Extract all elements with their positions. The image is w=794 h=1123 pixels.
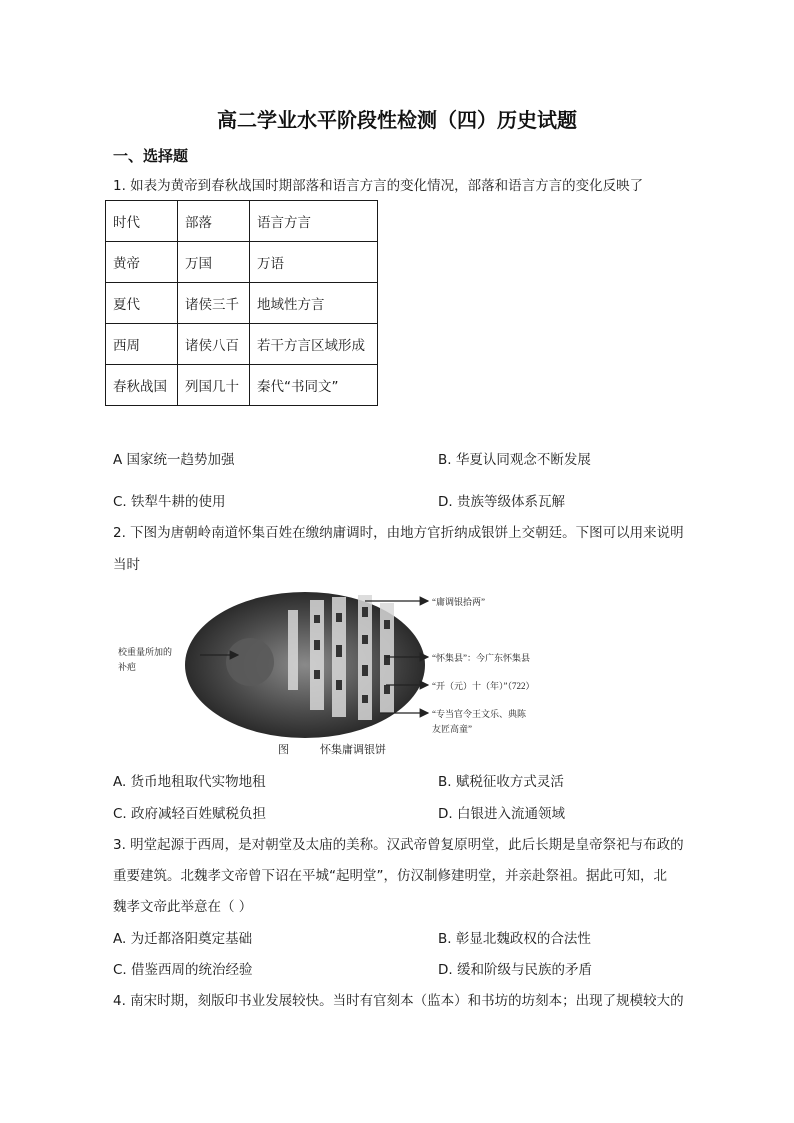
annotation-4b: 友匠高童” [432, 724, 472, 734]
silver-cake-figure [110, 585, 610, 765]
q1-option-b[interactable]: B. 华夏认同观念不断发展 [438, 452, 591, 468]
table-cell: 语言方言 [250, 201, 378, 242]
table-row [106, 324, 378, 365]
annotation-3: “开（元）十（年）”（722） [432, 681, 535, 691]
figure-caption: 怀集庸调银饼 [320, 744, 386, 756]
table-cell: 若干方言区域形成 [250, 324, 378, 365]
question-3-line-2: 重要建筑。北魏孝文帝曾下诏在平城“起明堂”，仿汉制修建明堂，并亲赴祭祖。据此可知，北 [113, 868, 667, 884]
table-cell: 部落 [178, 201, 250, 242]
question-2-stem-line-1: 2. 下图为唐朝岭南道怀集百姓在缴纳庸调时，由地方官折纳成银饼上交朝廷。下图可以用来说明 [113, 525, 684, 541]
table-cell: 万语 [250, 242, 378, 283]
table-row [106, 242, 378, 283]
silver-cake-illustration [110, 585, 610, 765]
left-note-2: 补疤 [118, 662, 137, 672]
figure-caption-label: 图 [278, 744, 289, 756]
q1-option-c[interactable]: C. 铁犁牛耕的使用 [113, 494, 226, 510]
left-note-1: 校重量所加的 [118, 647, 173, 657]
annotation-1: “庸调银拾两” [432, 597, 485, 607]
annotation-2: “怀集县”：今广东怀集县 [432, 653, 530, 663]
question-1-stem: 1. 如表为黄帝到春秋战国时期部落和语言方言的变化情况，部落和语言方言的变化反映了 [113, 178, 644, 194]
q3-option-d[interactable]: D. 缓和阶级与民族的矛盾 [438, 962, 592, 978]
weight-patch [226, 638, 274, 686]
table-cell: 列国几十 [178, 365, 250, 406]
q2-option-c[interactable]: C. 政府减轻百姓赋税负担 [113, 806, 267, 822]
table-cell: 黄帝 [106, 242, 178, 283]
q2-option-b[interactable]: B. 赋税征收方式灵活 [438, 774, 564, 790]
question-4-line-1: 4. 南宋时期，刻版印书业发展较快。当时有官刻本（监本）和书坊的坊刻本；出现了规模较大的 [113, 993, 684, 1009]
table-cell: 诸侯三千 [178, 283, 250, 324]
annotation-4a: “专当官令王文乐、典陈 [432, 709, 526, 719]
question-1-table [105, 200, 378, 406]
question-3-line-1: 3. 明堂起源于西周，是对朝堂及太庙的美称。汉武帝曾复原明堂，此后长期是皇帝祭祀与布政的 [113, 837, 684, 853]
table-cell: 地域性方言 [250, 283, 378, 324]
table-cell: 诸侯八百 [178, 324, 250, 365]
q2-option-a[interactable]: A. 货币地租取代实物地租 [113, 774, 266, 790]
table-cell: 时代 [106, 201, 178, 242]
table-cell: 秦代“书同文” [250, 365, 378, 406]
table-cell: 春秋战国 [106, 365, 178, 406]
question-2-stem-line-2: 当时 [113, 557, 140, 573]
q1-option-a[interactable]: A 国家统一趋势加强 [113, 452, 235, 468]
page-title: 高二学业水平阶段性检测（四）历史试题 [217, 108, 577, 132]
table-row [106, 201, 378, 242]
q3-option-a[interactable]: A. 为迁都洛阳奠定基础 [113, 931, 253, 947]
table-row [106, 365, 378, 406]
q2-option-d[interactable]: D. 白银进入流通领域 [438, 806, 565, 822]
table-cell: 西周 [106, 324, 178, 365]
q1-option-d[interactable]: D. 贵族等级体系瓦解 [438, 494, 565, 510]
table-cell: 夏代 [106, 283, 178, 324]
q3-option-b[interactable]: B. 彰显北魏政权的合法性 [438, 931, 591, 947]
section-heading: 一、选择题 [113, 147, 189, 165]
table-row [106, 283, 378, 324]
table-cell: 万国 [178, 242, 250, 283]
q3-option-c[interactable]: C. 借鉴西周的统治经验 [113, 962, 253, 978]
question-3-line-3: 魏孝文帝此举意在（ ） [113, 899, 253, 915]
